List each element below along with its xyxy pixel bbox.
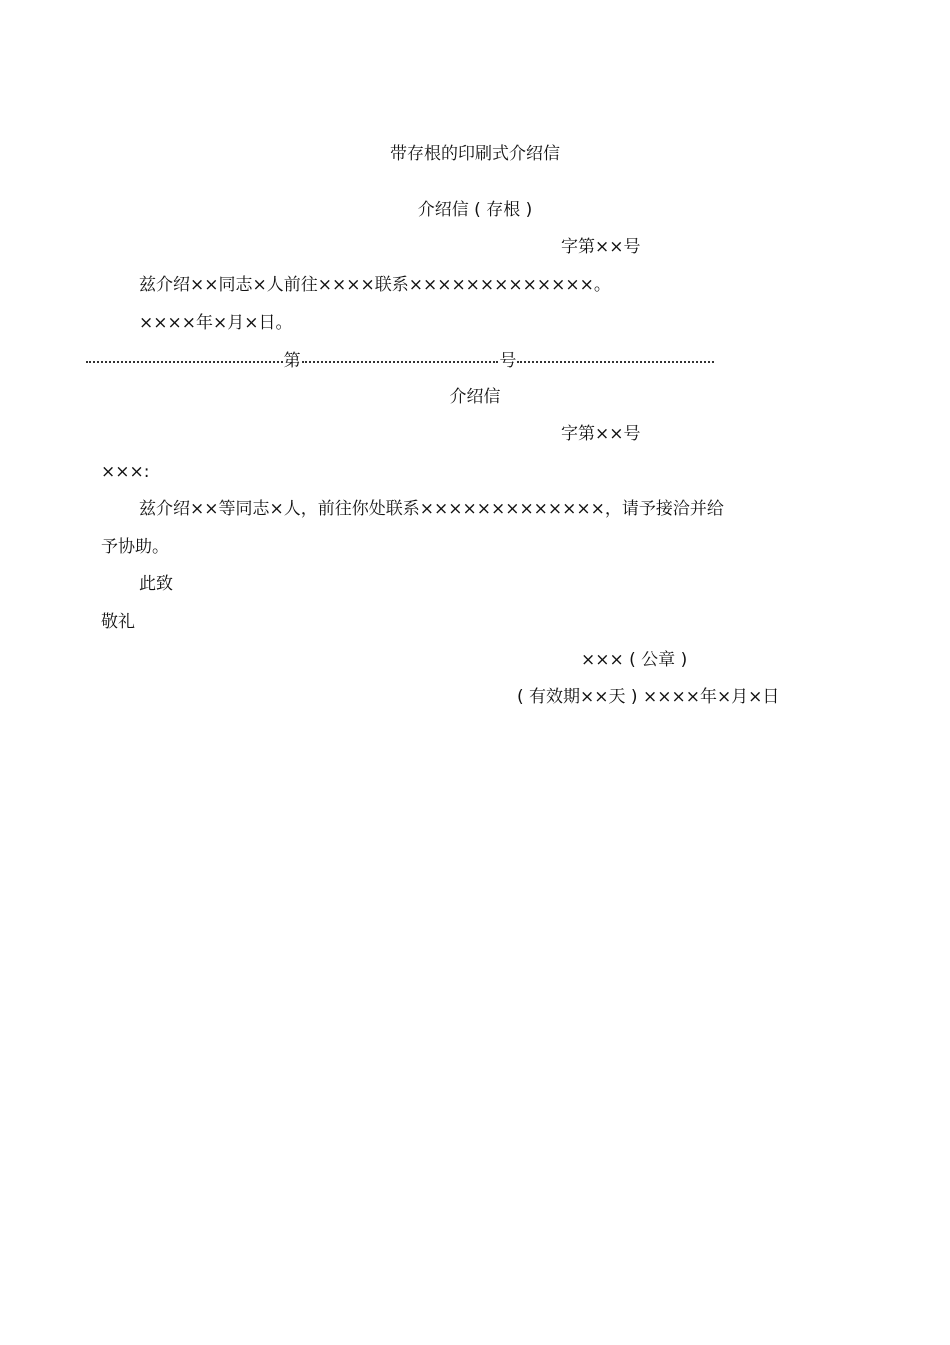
letter-recipient: ×××: <box>101 462 150 482</box>
letter-seal: ××× ( 公章 ) <box>581 650 688 670</box>
letter-heading: 介绍信 <box>449 387 501 407</box>
cut-line-dots-middle <box>302 361 499 363</box>
letter-closing-2: 敬礼 <box>101 612 135 632</box>
stub-date: ××××年×月×日。 <box>139 313 293 333</box>
cut-line-right-char: 号 <box>499 350 517 371</box>
letter-body-line1: 兹介绍××等同志×人，前往你处联系×××××××××××××，请予接洽并给 <box>139 499 724 519</box>
document-title: 带存根的印刷式介绍信 <box>390 144 560 164</box>
stub-ref-number: 字第××号 <box>561 237 641 257</box>
stub-body: 兹介绍××同志×人前往××××联系×××××××××××××。 <box>139 275 611 295</box>
letter-closing-1: 此致 <box>139 574 173 594</box>
cut-line-dots-right <box>517 361 714 363</box>
stub-heading: 介绍信 ( 存根 ) <box>417 200 533 220</box>
letter-ref-number: 字第××号 <box>561 424 641 444</box>
cut-line-dots-left <box>86 361 283 363</box>
letter-validity-and-date: ( 有效期××天 ) ××××年×月×日 <box>517 687 780 707</box>
letter-body-line2: 予协助。 <box>101 537 169 557</box>
cut-line <box>86 346 714 370</box>
cut-line-left-char: 第 <box>283 350 301 371</box>
